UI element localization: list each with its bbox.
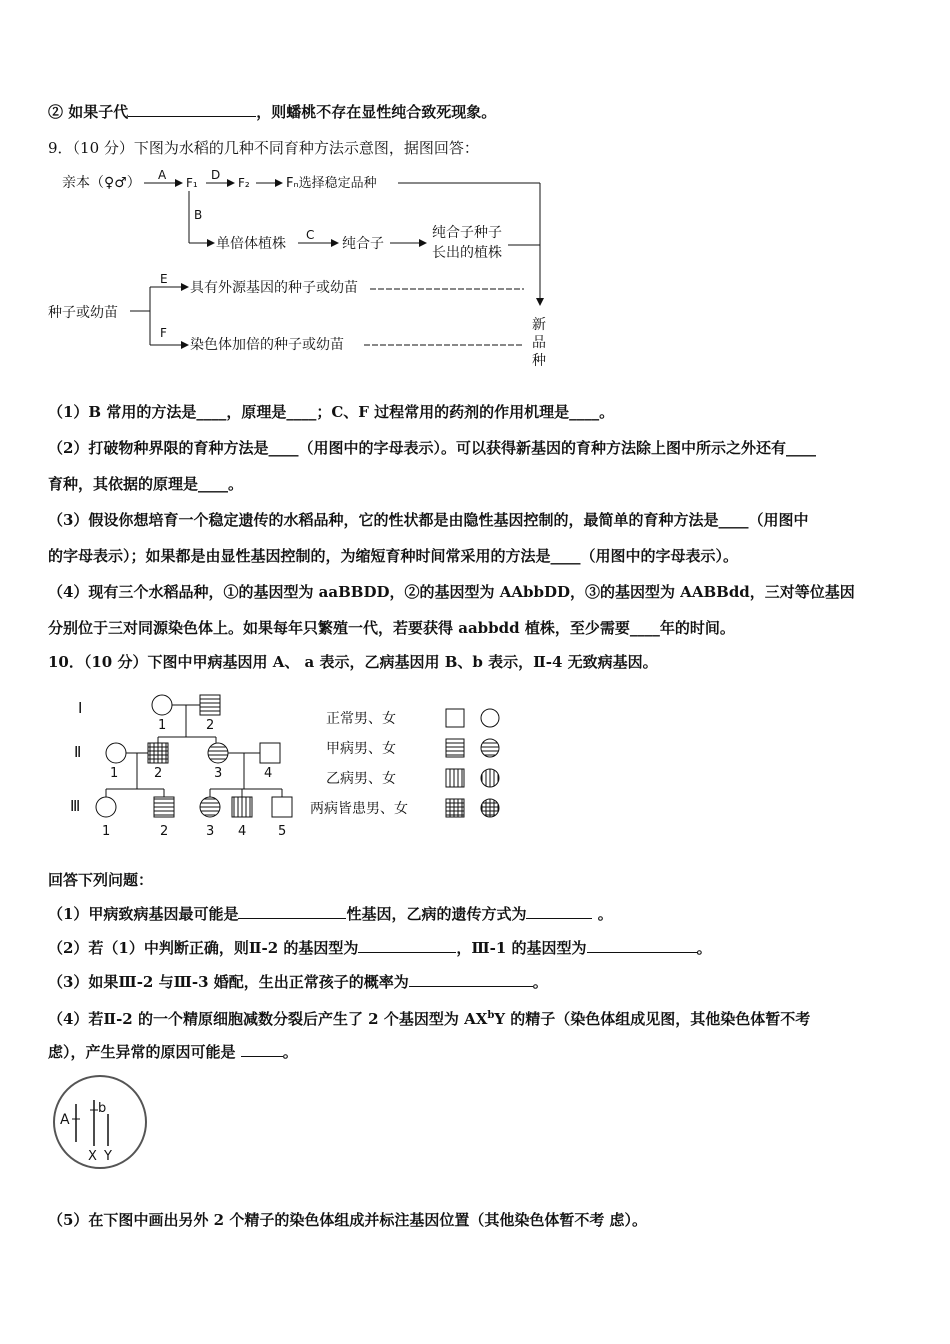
- label-b: B: [194, 208, 203, 222]
- new-variety-3: 种: [532, 353, 546, 369]
- legend-b: 乙病男、女: [326, 771, 396, 787]
- fn-label: Fₙ选择稳定品种: [286, 176, 377, 191]
- q8-suffix: ，则蟠桃不存在显性纯合致死现象。: [256, 103, 497, 121]
- i1-female: [152, 695, 172, 715]
- label-a: A: [158, 168, 167, 182]
- q10-q4-p3: 虑），产生异常的原因可能是: [48, 1043, 241, 1061]
- iii1-female: [96, 797, 116, 817]
- svg-text:2: 2: [154, 766, 163, 781]
- ii3-female-a: [208, 743, 228, 763]
- pure-plant-2: 长出的植株: [432, 245, 502, 261]
- blank: [241, 1042, 283, 1057]
- ii4-male: [260, 743, 280, 763]
- legend-a: 甲病男、女: [326, 741, 396, 757]
- gen-ii: Ⅱ: [74, 743, 82, 761]
- q9-q4b: 分别位于三对同源染色体上。如果每年只繁殖一代，若要获得 aabbdd 植株，至少需要____年的时间。: [48, 619, 735, 637]
- sperm-cell-diagram: [50, 1074, 150, 1174]
- doubled-label: 染色体加倍的种子或幼苗: [190, 337, 344, 353]
- q10-q1: [48, 904, 613, 924]
- gen-iii: Ⅲ: [70, 797, 81, 815]
- blank: [526, 904, 592, 919]
- q10-q1-p1: （1）甲病致病基因最可能是: [48, 905, 239, 923]
- gen-i: Ⅰ: [78, 699, 83, 717]
- svg-text:3: 3: [214, 766, 223, 781]
- q10-q2-p2: ，Ⅲ-1 的基因型为: [456, 939, 587, 957]
- q10-header: 10．（10 分）下图中甲病基因用 A、 a 表示，乙病基因用 B、b 表示，Ⅱ-4 无致病基因。: [48, 653, 658, 671]
- q8-prefix: ② 如果子代: [48, 103, 129, 121]
- q10-q3: [48, 972, 548, 992]
- blank: [238, 904, 346, 919]
- blank: [587, 938, 697, 953]
- q10-q3-p2: 。: [532, 973, 548, 991]
- blank: [358, 938, 456, 953]
- svg-text:2: 2: [160, 824, 169, 839]
- q10-q2: [48, 938, 712, 958]
- q9-q2b: 育种，其依据的原理是____。: [48, 475, 244, 493]
- i2-male-a: [200, 695, 220, 715]
- q9-q2a: （2）打破物种界限的育种方法是____（用图中的字母表示）。可以获得新基因的育种方法除上图中所示之外还有____: [48, 439, 816, 457]
- q8-line: [48, 102, 496, 122]
- label-f: F: [160, 326, 167, 340]
- foreign-label: 具有外源基因的种子或幼苗: [190, 280, 358, 296]
- q10-q1-p3: 。: [592, 905, 613, 923]
- q10-q1-p2: 性基因，乙病的遗传方式为: [346, 905, 527, 923]
- q10-q2-p1: （2）若（1）中判断正确，则Ⅱ-2 的基因型为: [48, 939, 359, 957]
- q9-q3a: （3）假设你想培育一个稳定遗传的水稻品种，它的性状都是由隐性基因控制的，最简单的育种方法是____（用图中: [48, 511, 809, 529]
- pedigree-chart: [60, 685, 510, 845]
- ii1-female: [106, 743, 126, 763]
- q10-intro: 回答下列问题：: [48, 871, 154, 889]
- blank: [128, 102, 256, 117]
- legend-both: 两病皆患男、女: [310, 801, 408, 817]
- svg-text:1: 1: [102, 824, 111, 839]
- q10-q4-sup: b: [487, 1010, 495, 1021]
- new-variety-2: 品: [532, 335, 546, 351]
- new-variety-1: 新: [532, 317, 546, 333]
- haploid-label: 单倍体植株: [216, 236, 286, 252]
- q10-q4a: [48, 1006, 810, 1029]
- iii2-male-a: [154, 797, 174, 817]
- q10-q3-p1: （3）如果Ⅲ-2 与Ⅲ-3 婚配，生出正常孩子的概率为: [48, 973, 409, 991]
- f1-label: F₁: [186, 176, 198, 190]
- legend-normal: 正常男、女: [326, 711, 396, 727]
- label-c: C: [306, 228, 315, 242]
- q10-q4-p2: Y 的精子（染色体组成见图，其他染色体暂不考: [494, 1010, 811, 1028]
- q10-q2-p3: 。: [696, 939, 712, 957]
- q10-q5: （5）在下图中画出另外 2 个精子的染色体组成并标注基因位置（其他染色体暂不考 虑）。: [48, 1211, 648, 1229]
- svg-text:1: 1: [158, 718, 167, 733]
- svg-text:X: X: [88, 1149, 97, 1164]
- svg-text:5: 5: [278, 824, 287, 839]
- iii3-female-a: [200, 797, 220, 817]
- svg-text:3: 3: [206, 824, 215, 839]
- q10-q4-p1: （4）若Ⅱ-2 的一个精原细胞减数分裂后产生了 2 个基因型为 AX: [48, 1010, 488, 1028]
- svg-text:1: 1: [110, 766, 119, 781]
- svg-text:4: 4: [238, 824, 247, 839]
- svg-text:b: b: [98, 1101, 107, 1116]
- label-d: D: [211, 168, 221, 182]
- svg-text:4: 4: [264, 766, 273, 781]
- iii5-male: [272, 797, 292, 817]
- breeding-diagram: [48, 165, 568, 375]
- parent-label: 亲本（♀♂）: [62, 175, 141, 191]
- q9-q3b: 的字母表示）；如果都是由显性基因控制的，为缩短育种时间常采用的方法是____（用图中的字母表示）。: [48, 547, 739, 565]
- pure-plant-1: 纯合子种子: [432, 225, 502, 241]
- seed-label: 种子或幼苗: [48, 305, 118, 321]
- q9-header: 9．（10 分）下图为水稻的几种不同育种方法示意图，据图回答：: [48, 139, 479, 157]
- q9-q4a: （4）现有三个水稻品种，①的基因型为 aaBBDD，②的基因型为 AAbbDD，③的基因型为 AABBdd，三对等位基因: [48, 583, 855, 601]
- svg-text:A: A: [60, 1112, 70, 1128]
- q9-q1: （1）B 常用的方法是____，原理是____；C、F 过程常用的药剂的作用机理是____。: [48, 403, 615, 421]
- blank: [409, 972, 533, 987]
- svg-text:2: 2: [206, 718, 215, 733]
- q10-q4b: [48, 1042, 298, 1062]
- q10-q4-p4: 。: [282, 1043, 298, 1061]
- label-e: E: [160, 272, 168, 286]
- f2-label: F₂: [238, 176, 250, 190]
- pure-label: 纯合子: [342, 236, 384, 252]
- svg-text:Y: Y: [104, 1149, 112, 1164]
- ii2-male-both: [148, 743, 168, 763]
- iii4-male-b: [232, 797, 252, 817]
